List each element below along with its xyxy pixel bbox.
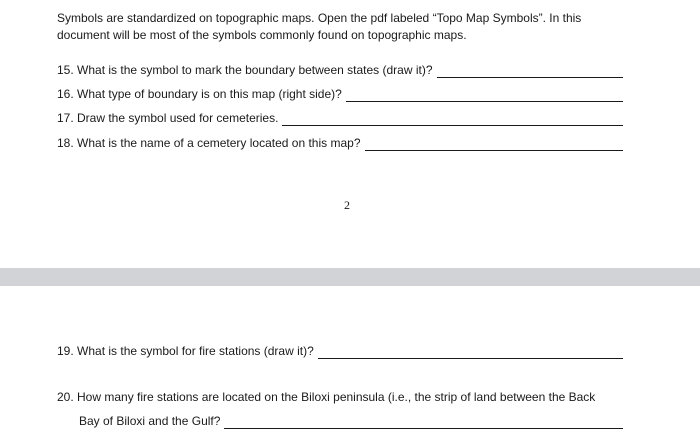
question-15-text: 15. What is the symbol to mark the boundary between states (draw it)? — [57, 63, 433, 77]
question-19-text: 19. What is the symbol for fire stations (draw it)? — [57, 344, 314, 358]
question-16 — [57, 86, 623, 102]
question-20-text-line2: Bay of Biloxi and the Gulf? — [79, 414, 221, 428]
answer-line-16 — [346, 89, 623, 102]
answer-line-19 — [318, 346, 623, 359]
question-19 — [57, 343, 623, 359]
page-number: 2 — [344, 198, 350, 212]
question-18 — [57, 135, 623, 151]
page-bottom — [0, 286, 700, 443]
answer-line-15 — [437, 65, 623, 78]
question-16-text: 16. What type of boundary is on this map (right side)? — [57, 87, 342, 101]
question-15 — [57, 62, 623, 78]
question-20-text-line1: 20. How many fire stations are located on the Biloxi peninsula (i.e., the strip of land between the Back — [57, 390, 596, 404]
page-separator — [0, 268, 700, 286]
answer-line-17 — [282, 113, 623, 126]
question-17 — [57, 110, 623, 126]
question-18-text: 18. What is the name of a cemetery located on this map? — [57, 136, 361, 150]
answer-line-18 — [365, 138, 624, 151]
question-17-text: 17. Draw the symbol used for cemeteries. — [57, 111, 279, 125]
question-20 — [79, 413, 623, 429]
intro-paragraph: Symbols are standardized on topographic maps. Open the pdf labeled “Topo Map Symbols”. In this document will be most of the symbols commonly found on topographic maps. — [57, 11, 582, 42]
answer-line-20 — [224, 416, 623, 429]
